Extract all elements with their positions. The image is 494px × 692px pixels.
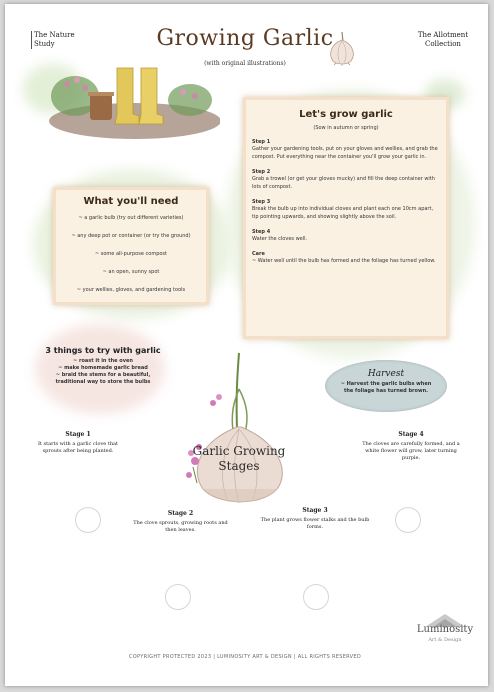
logo-tagline: Art & Design: [428, 637, 462, 643]
step-heading: Step 2: [252, 169, 271, 175]
center-label: Garlic Growing Stages: [192, 444, 286, 473]
stage-4: [361, 431, 461, 462]
step-heading: Step 4: [252, 229, 271, 235]
step-heading: Care: [252, 251, 265, 257]
step-block: [252, 199, 440, 221]
stage-circle: [165, 584, 191, 610]
need-item: ~ some all-purpose compost: [94, 251, 167, 257]
stage-3: [260, 507, 370, 531]
stage-heading: Stage 1: [65, 431, 91, 438]
things-title: 3 things to try with garlic: [45, 346, 161, 355]
things-section: [33, 346, 173, 386]
garlic-plant-illustration: [173, 349, 308, 507]
logo-name: Luminosity: [416, 624, 474, 635]
stage-1: [33, 431, 123, 455]
grow-card-subtitle: (Sow in autumn or spring): [313, 125, 379, 131]
step-block: [252, 169, 440, 191]
things-item: ~ roast it in the oven: [73, 358, 133, 364]
need-item: ~ your wellies, gloves, and gardening tools: [76, 287, 186, 293]
step-text: ~ Water well until the bulb has formed and the foliage has turned yellow.: [252, 258, 436, 264]
things-item: ~ braid the stems for a beautiful, traditional way to store the bulbs: [55, 372, 151, 385]
harvest-title: Harvest: [367, 369, 405, 379]
stage-heading: Stage 4: [398, 431, 424, 438]
harvest-bubble: [325, 360, 447, 412]
garlic-bulb-icon: [325, 30, 359, 66]
grow-card: [243, 97, 449, 339]
stage-text: The cloves are carefully formed, and a white flower will grow, later turning purple.: [362, 441, 460, 461]
header-right-text: The Allotment Collection: [417, 31, 469, 48]
header-left-text: The Nature Study: [31, 31, 75, 49]
step-block: [252, 229, 440, 243]
step-text: Gather your gardening tools, put on your gloves and wellies, and grab the compost. Put everything near the container you'll grow your garlic in.: [252, 146, 438, 160]
need-item: ~ a garlic bulb (try out different varieties): [78, 215, 184, 221]
grow-card-title: Let's grow garlic: [299, 109, 393, 120]
things-item: ~ make homemade garlic bread: [58, 365, 148, 371]
step-text: Break the bulb up into individual cloves and plant each one 10cm apart, tip pointing upwards, and showing slightly above the soil.: [252, 206, 434, 220]
stage-circle: [75, 507, 101, 533]
stage-text: The plant grows flower stalks and the bulb forms.: [260, 517, 370, 530]
step-heading: Step 3: [252, 199, 271, 205]
document-page: [5, 4, 488, 686]
step-block: [252, 251, 440, 265]
stage-circle: [395, 507, 421, 533]
step-text: Grab a trowel (or get your gloves mucky) and fill the deep container with lots of compost.: [252, 176, 435, 190]
need-card: [53, 187, 209, 305]
step-text: Water the cloves well.: [252, 236, 308, 242]
harvest-text: ~ Harvest the garlic bulbs when the foliage has turned brown.: [340, 381, 432, 394]
stage-heading: Stage 2: [167, 510, 194, 517]
footer-copyright: COPYRIGHT PROTECTED 2023 | LUMINOSITY ART & DESIGN | ALL RIGHTS RESERVED: [129, 654, 361, 660]
need-item: ~ an open, sunny spot: [102, 269, 160, 275]
need-item: ~ any deep pot or container (or try the ground): [71, 233, 191, 239]
stage-heading: Stage 3: [302, 507, 328, 514]
wellies-illustration: [45, 56, 220, 140]
need-card-title: What you'll need: [83, 196, 179, 207]
stage-text: It starts with a garlic clove that sprouts after being planted.: [37, 441, 119, 454]
page-title: Growing Garlic: [156, 26, 334, 51]
stage-2: [133, 510, 228, 534]
step-heading: Step 1: [252, 139, 271, 145]
stage-text: The clove sprouts, growing roots and then leaves.: [133, 520, 228, 533]
stage-circle: [303, 584, 329, 610]
step-block: [252, 139, 440, 161]
page-subtitle: (with original illustrations): [204, 60, 286, 67]
